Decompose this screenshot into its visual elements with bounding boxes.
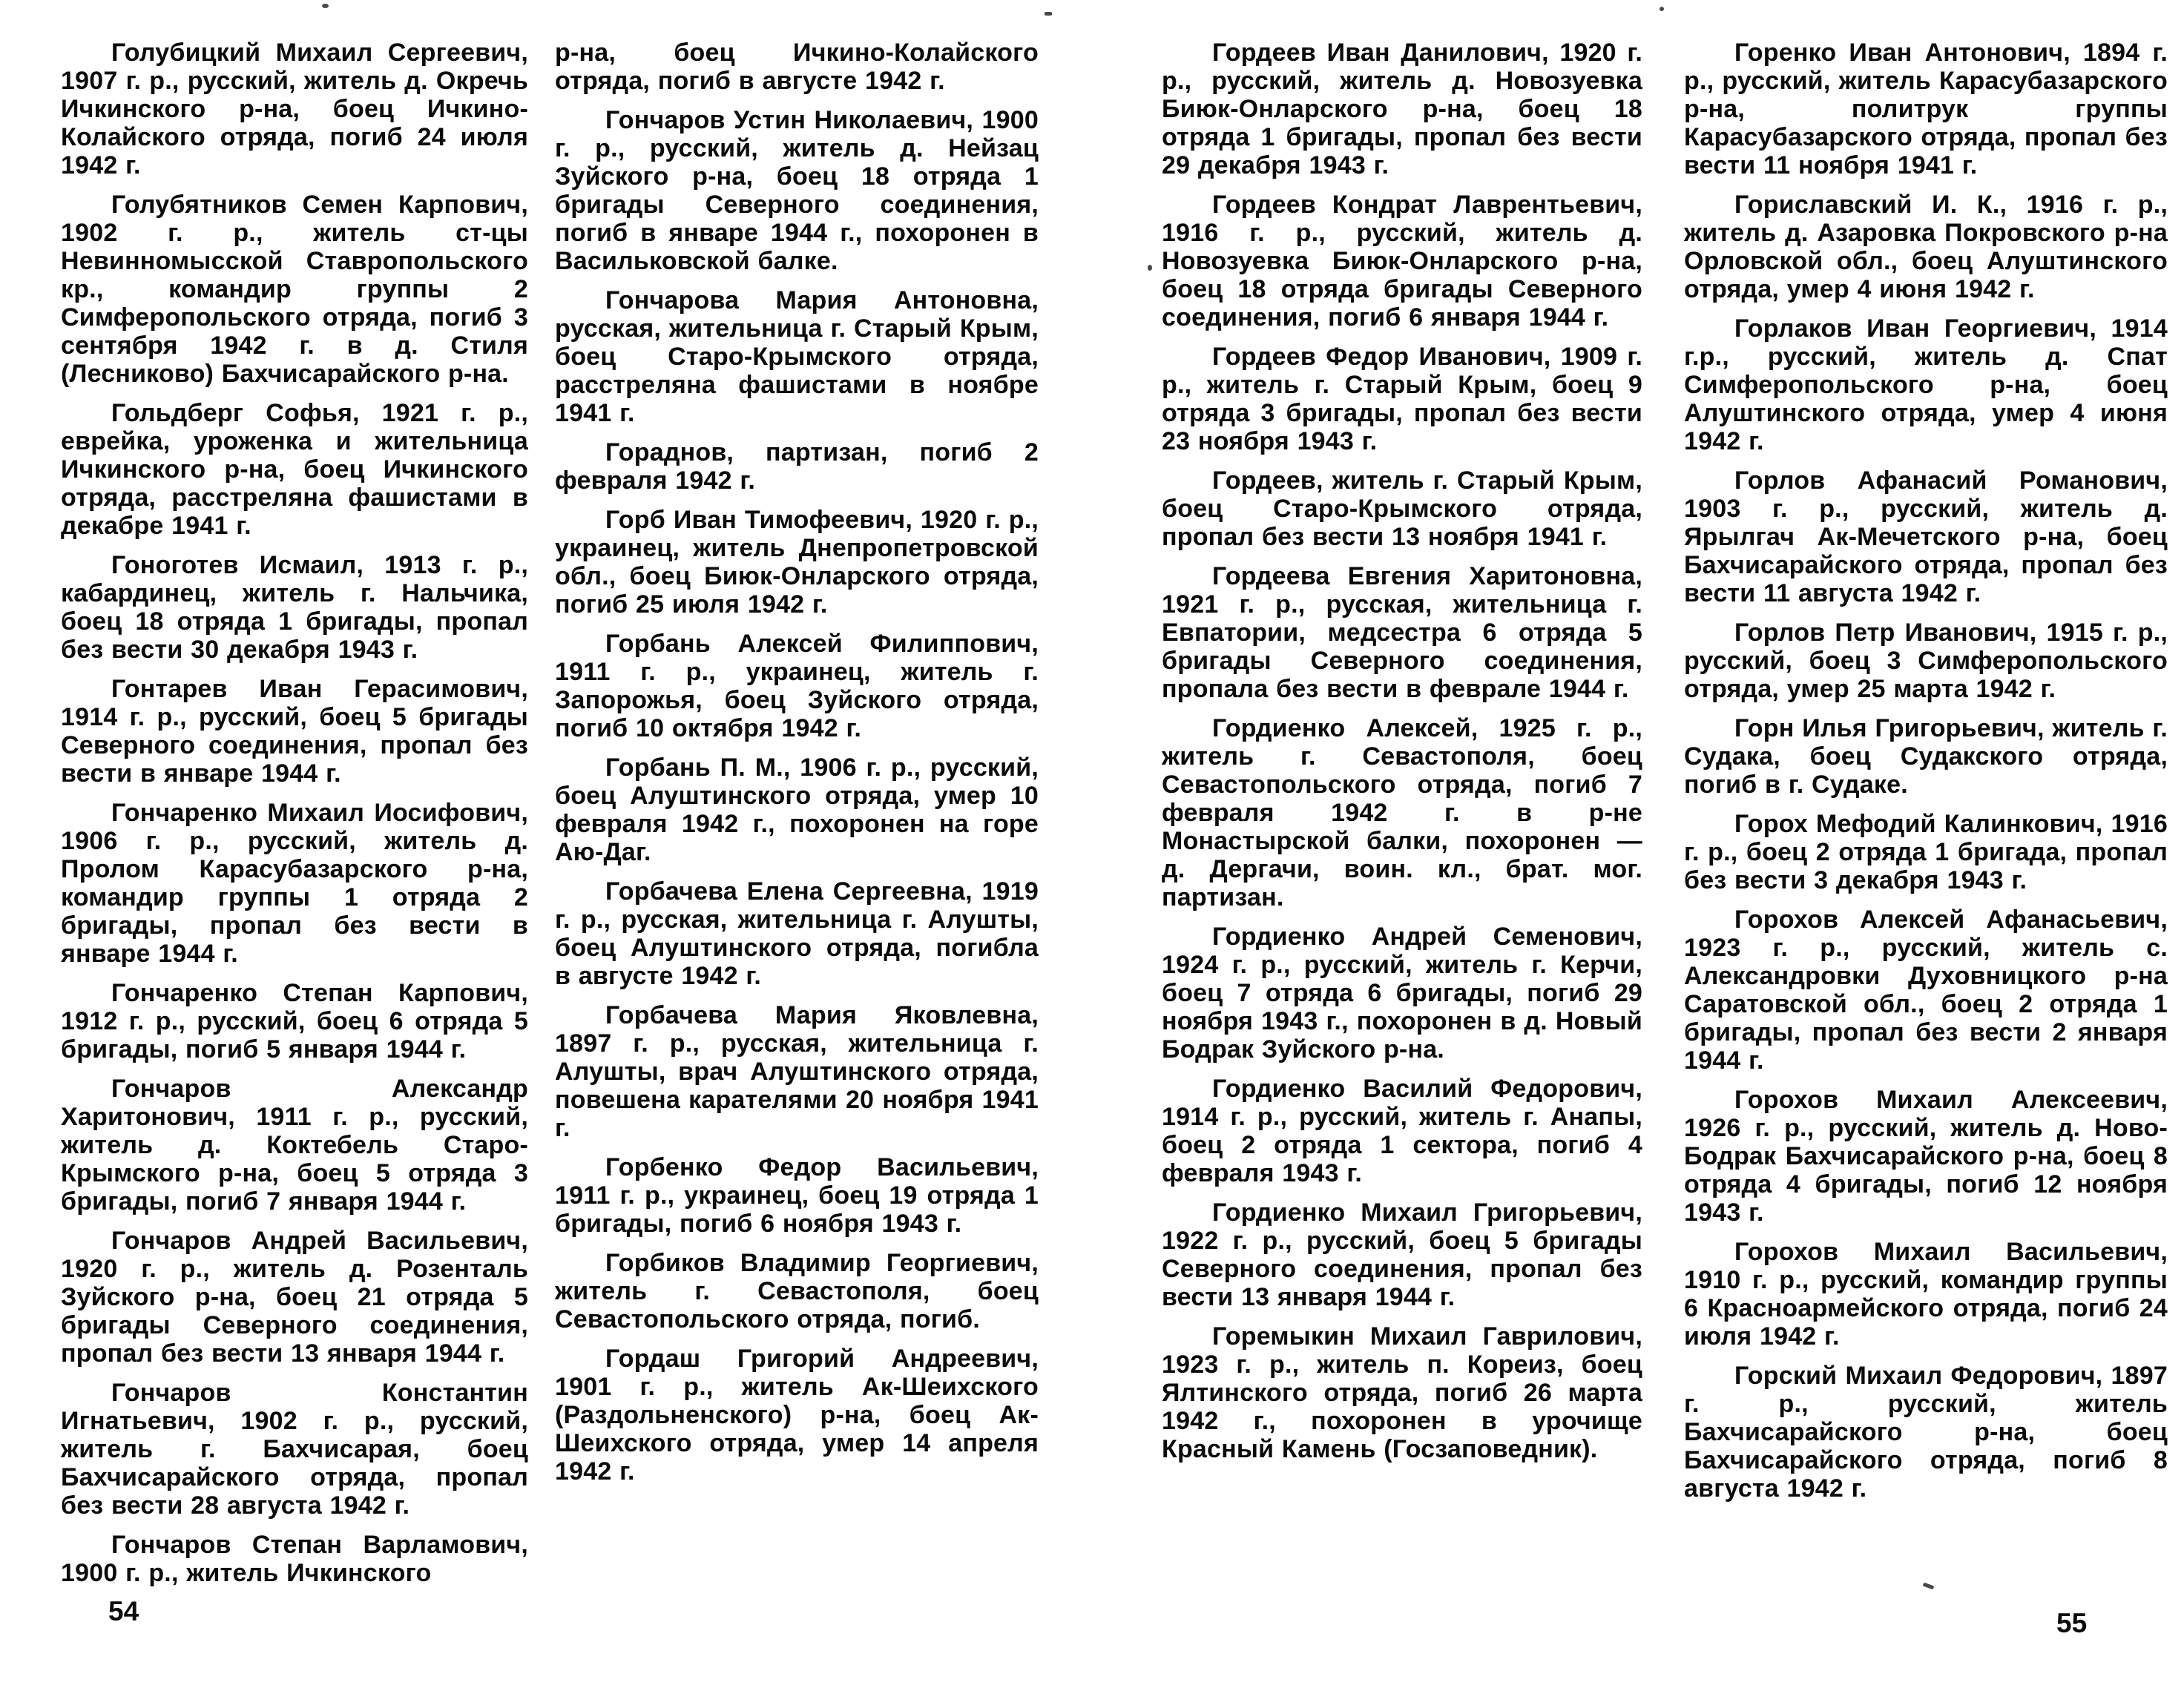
memorial-entry: Горбань П. М., 1906 г. р., русский, боец Алуштинского отряда, умер 10 февраля 1942 г., похоронен на горе Аю-Даг. (555, 754, 1039, 866)
memorial-entry: Гончаров Александр Харитонович, 1911 г. р., русский, житель д. Коктебель Старо-Крымского р-на, боец 5 отряда 3 бригады, погиб 7 января 1944 г. (61, 1075, 528, 1216)
memorial-entry: Гонтарев Иван Герасимович, 1914 г. р., русский, боец 5 бригады Северного соединения, пропал без вести в январе 1944 г. (61, 675, 528, 788)
page-number-55: 55 (2056, 1608, 2088, 1638)
memorial-entry: Гордиенко Алексей, 1925 г. р., житель г. Севастополя, боец Севастопольского отряда, погиб 7 февраля 1942 г. в р-не Монастырской балки, похоронен — д. Дергачи, воин. кл., брат. мог. партизан. (1162, 714, 1642, 911)
memorial-entry: р-на, боец Ичкино-Колайского отряда, погиб в августе 1942 г. (555, 39, 1039, 95)
scan-artifact (322, 4, 329, 8)
memorial-entry: Горохов Алексей Афанасьевич, 1923 г. р., русский, житель с. Александровки Духовницкого р-на Саратовской обл., боец 2 отряда 1 бригады, пропал без вести 2 января 1944 г. (1684, 906, 2168, 1075)
memorial-entry: Гордиенко Андрей Семенович, 1924 г. р., русский, житель г. Керчи, боец 7 отряда 6 бригады, погиб 29 ноября 1943 г., похоронен в д. Новый Бодрак Зуйского р-на. (1162, 923, 1642, 1064)
scan-artifact (1148, 265, 1152, 271)
memorial-entry: Горский Михаил Федорович, 1897 г. р., русский, житель Бахчисарайского р-на, боец Бахчисарайского отряда, погиб 8 августа 1942 г. (1684, 1362, 2168, 1503)
scan-artifact (1660, 7, 1664, 11)
page55-column-1 (1162, 39, 1642, 1474)
memorial-entry: Горбенко Федор Васильевич, 1911 г. р., украинец, боец 19 отряда 1 бригады, погиб 6 ноября 1943 г. (555, 1153, 1039, 1238)
memorial-entry: Горбиков Владимир Георгиевич, житель г. Севастополя, боец Севастопольского отряда, погиб. (555, 1249, 1039, 1333)
memorial-entry: Горенко Иван Антонович, 1894 г. р., русский, житель Карасубазарского р-на, политрук группы Карасубазарского отряда, пропал без вести 11 ноября 1941 г. (1684, 39, 2168, 179)
memorial-entry: Гориславский И. К., 1916 г. р., житель д. Азаровка Покровского р-на Орловской обл., боец Алуштинского отряда, умер 4 июня 1942 г. (1684, 191, 2168, 303)
page54-column-1 (61, 39, 528, 1598)
memorial-entry: Голубятников Семен Карпович, 1902 г. р., житель ст-цы Невинномысской Ставропольского кр., командир группы 2 Симферопольского отряда, погиб 3 сентября 1942 г. в д. Стиля (Лесниково) Бахчисарайского р-на. (61, 191, 528, 388)
memorial-entry: Гончаренко Михаил Иосифович, 1906 г. р., русский, житель д. Пролом Карасубазарского р-на, командир группы 1 отряда 2 бригады, пропал без вести в январе 1944 г. (61, 799, 528, 968)
memorial-entry: Гончаров Константин Игнатьевич, 1902 г. р., русский, житель г. Бахчисарая, боец Бахчисарайского отряда, пропал без вести 28 августа 1942 г. (61, 1379, 528, 1520)
page55-column-2 (1684, 39, 2168, 1514)
memorial-entry: Гончаров Устин Николаевич, 1900 г. р., русский, житель д. Нейзац Зуйского р-на, боец 18 отряда 1 бригады Северного соединения, погиб в январе 1944 г., похоронен в Васильковской балке. (555, 106, 1039, 275)
memorial-entry: Гордиенко Михаил Григорьевич, 1922 г. р., русский, боец 5 бригады Северного соединения, пропал без вести 13 января 1944 г. (1162, 1198, 1642, 1311)
memorial-entry: Гордеева Евгения Харитоновна, 1921 г. р., русская, жительница г. Евпатории, медсестра 6 отряда 5 бригады Северного соединения, пропала без вести в феврале 1944 г. (1162, 562, 1642, 703)
memorial-entry: Голубицкий Михаил Сергеевич, 1907 г. р., русский, житель д. Окречь Ичкинского р-на, боец Ичкино-Колайского отряда, погиб 24 июля 1942 г. (61, 39, 528, 179)
memorial-entry: Гончаренко Степан Карпович, 1912 г. р., русский, боец 6 отряда 5 бригады, погиб 5 января 1944 г. (61, 979, 528, 1064)
memorial-entry: Гораднов, партизан, погиб 2 февраля 1942 г. (555, 438, 1039, 495)
memorial-entry: Горохов Михаил Васильевич, 1910 г. р., русский, командир группы 6 Красноармейского отряда, погиб 24 июля 1942 г. (1684, 1238, 2168, 1351)
memorial-entry: Горлов Афанасий Романович, 1903 г. р., русский, житель д. Ярылгач Ак-Мечетского р-на, боец Бахчисарайского отряда, пропал без вести 11 августа 1942 г. (1684, 466, 2168, 607)
memorial-entry: Гончаров Степан Варламович, 1900 г. р., житель Ичкинского (61, 1531, 528, 1587)
memorial-entry: Гордаш Григорий Андреевич, 1901 г. р., житель Ак-Шеихского (Раздольненского) р-на, боец Ак-Шеихского отряда, умер 14 апреля 1942 г. (555, 1345, 1039, 1485)
memorial-entry: Горн Илья Григорьевич, житель г. Судака, боец Судакского отряда, погиб в г. Судаке. (1684, 714, 2168, 799)
memorial-entry: Горемыкин Михаил Гаврилович, 1923 г. р., житель п. Кореиз, боец Ялтинского отряда, погиб 26 марта 1942 г., похоронен в урочище Красный Камень (Госзаповедник). (1162, 1322, 1642, 1463)
scan-artifact (1923, 1583, 1935, 1590)
memorial-entry: Гордеев Иван Данилович, 1920 г. р., русский, житель д. Новозуевка Биюк-Онларского р-на, боец 18 отряда 1 бригады, пропал без вести 29 декабря 1943 г. (1162, 39, 1642, 179)
memorial-entry: Горб Иван Тимофеевич, 1920 г. р., украинец, житель Днепропетровской обл., боец Биюк-Онларского отряда, погиб 25 июля 1942 г. (555, 506, 1039, 619)
memorial-entry: Горлаков Иван Георгиевич, 1914 г.р., русский, житель д. Спат Симферопольского р-на, боец Алуштинского отряда, умер 4 июня 1942 г. (1684, 314, 2168, 455)
memorial-entry: Горохов Михаил Алексеевич, 1926 г. р., русский, житель д. Ново-Бодрак Бахчисарайского р-на, боец 8 отряда 4 бригады, погиб 12 ноября 1943 г. (1684, 1086, 2168, 1227)
memorial-entry: Горбачева Мария Яковлевна, 1897 г. р., русская, жительница г. Алушты, врач Алуштинского отряда, повешена карателями 20 ноября 1941 г. (555, 1001, 1039, 1142)
memorial-entry: Горбань Алексей Филиппович, 1911 г. р., украинец, житель г. Запорожья, боец Зуйского отряда, погиб 10 октября 1942 г. (555, 630, 1039, 742)
memorial-entry: Гордеев Кондрат Лаврентьевич, 1916 г. р., русский, житель д. Новозуевка Биюк-Онларского р-на, боец 18 отряда бригады Северного соединения, погиб 6 января 1944 г. (1162, 191, 1642, 332)
memorial-entry: Гоноготев Исмаил, 1913 г. р., кабардинец, житель г. Нальчика, боец 18 отряда 1 бригады, пропал без вести 30 декабря 1943 г. (61, 551, 528, 664)
memorial-entry: Гордеев Федор Иванович, 1909 г. р., житель г. Старый Крым, боец 9 отряда 3 бригады, пропал без вести 23 ноября 1943 г. (1162, 343, 1642, 455)
memorial-entry: Гончарова Мария Антоновна, русская, жительница г. Старый Крым, боец Старо-Крымского отряда, расстреляна фашистами в ноябре 1941 г. (555, 286, 1039, 427)
memorial-entry: Гончаров Андрей Васильевич, 1920 г. р., житель д. Розенталь Зуйского р-на, боец 21 отряда 5 бригады Северного соединения, пропал без вести 13 января 1944 г. (61, 1227, 528, 1368)
memorial-entry: Гордиенко Василий Федорович, 1914 г. р., русский, житель г. Анапы, боец 2 отряда 1 сектора, погиб 4 февраля 1943 г. (1162, 1075, 1642, 1187)
memorial-entry: Гордеев, житель г. Старый Крым, боец Старо-Крымского отряда, пропал без вести 13 ноября 1941 г. (1162, 466, 1642, 551)
scan-artifact (1045, 12, 1052, 16)
memorial-entry: Гольдберг Софья, 1921 г. р., еврейка, уроженка и жительница Ичкинского р-на, боец Ичкинского отряда, расстреляна фашистами в декабре 1941 г. (61, 399, 528, 540)
memorial-entry: Горлов Петр Иванович, 1915 г. р., русский, боец 3 Симферопольского отряда, умер 25 марта 1942 г. (1684, 619, 2168, 703)
page-number-54: 54 (108, 1596, 139, 1626)
page54-column-2 (555, 39, 1039, 1497)
memorial-entry: Горбачева Елена Сергеевна, 1919 г. р., русская, жительница г. Алушты, боец Алуштинского отряда, погибла в августе 1942 г. (555, 877, 1039, 990)
memorial-entry: Горох Мефодий Калинкович, 1916 г. р., боец 2 отряда 1 бригада, пропал без вести 3 декабря 1943 г. (1684, 810, 2168, 894)
